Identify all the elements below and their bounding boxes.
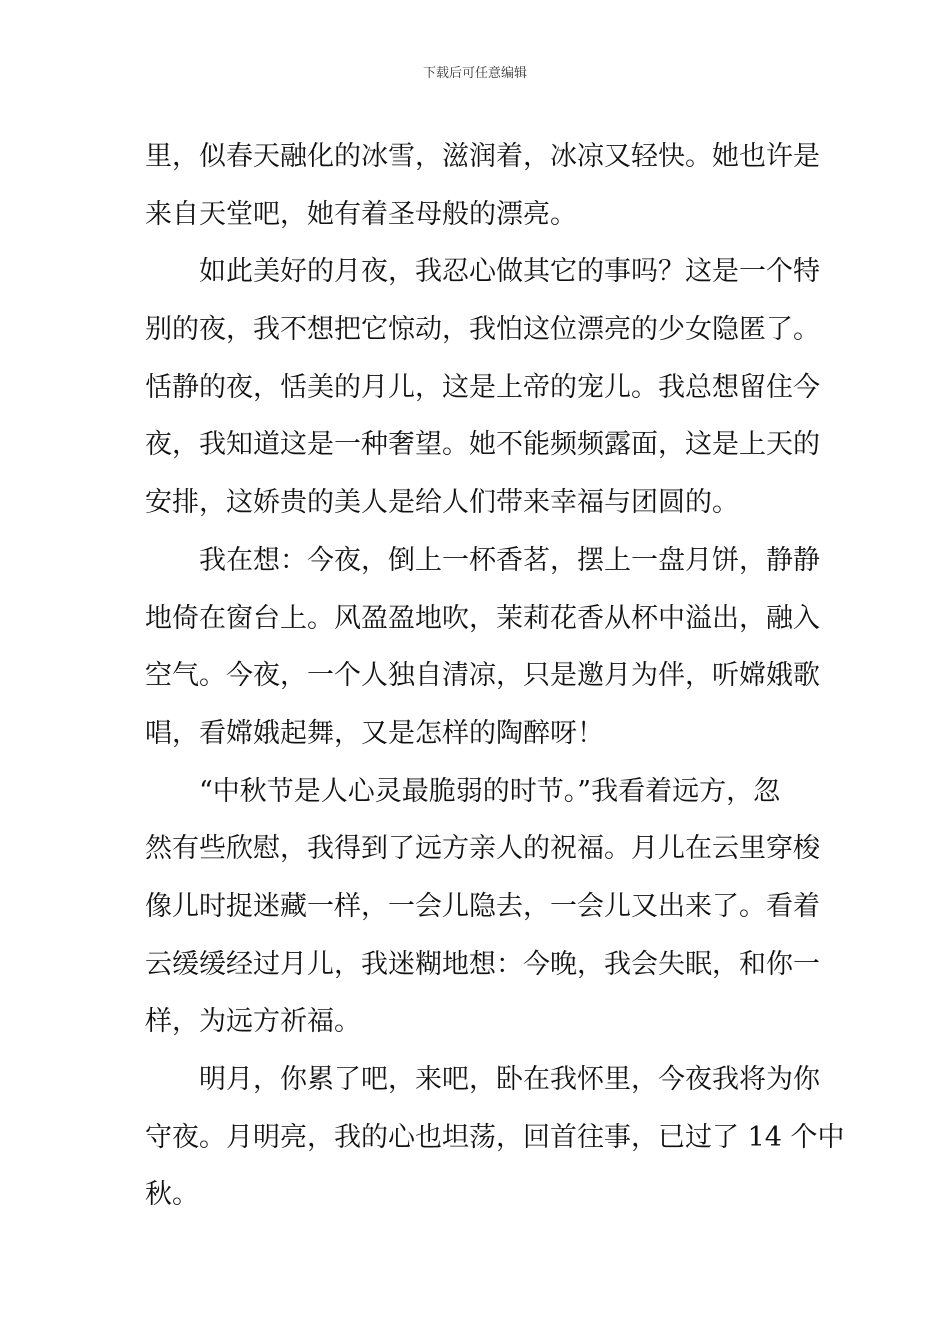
text-line: 守夜。月明亮，我的心也坦荡，回首往事，已过了 14 个中 bbox=[145, 1121, 845, 1153]
text-line: 里，似春天融化的冰雪，滋润着，冰凉又轻快。她也许是 bbox=[145, 141, 820, 172]
paragraph-4 bbox=[145, 763, 820, 1051]
text-line: 地倚在窗台上。风盈盈地吹，茉莉花香从杯中溢出，融入 bbox=[145, 602, 820, 634]
text-line: 明月，你累了吧，来吧，卧在我怀里，今夜我将为你 bbox=[199, 1064, 820, 1095]
text-line: 云缓缓经过月儿，我迷糊地想：今晚，我会失眠，和你一 bbox=[145, 948, 820, 980]
text-line: 夜，我知道这是一种奢望。她不能频频露面，这是上天的 bbox=[145, 429, 820, 461]
text-line: 如此美好的月夜，我忍心做其它的事吗？这是一个特 bbox=[199, 256, 820, 288]
text-line: “中秋节是人心灵最脆弱的时节。”我看着远方，忽 bbox=[199, 775, 781, 807]
text-line: 秋。 bbox=[145, 1179, 199, 1211]
text-line: 唱，看嫦娥起舞，又是怎样的陶醉呀！ bbox=[145, 717, 604, 749]
text-line: 我在想：今夜，倒上一杯香茗，摆上一盘月饼，静静 bbox=[199, 544, 820, 576]
document-body bbox=[145, 128, 845, 1224]
text-line: 安排，这娇贵的美人是给人们带来幸福与团圆的。 bbox=[145, 487, 739, 519]
paragraph-2 bbox=[145, 243, 820, 531]
text-line: 然有些欣慰，我得到了远方亲人的祝福。月儿在云里穿梭 bbox=[145, 833, 820, 865]
text-line: 别的夜，我不想把它惊动，我怕这位漂亮的少女隐匿了。 bbox=[145, 314, 820, 346]
text-line: 空气。今夜，一个人独自清凉，只是邀月为伴，听嫦娥歌 bbox=[145, 660, 820, 692]
text-line: 恬静的夜，恬美的月儿，这是上帝的宠儿。我总想留住今 bbox=[145, 371, 820, 403]
paragraph-5 bbox=[145, 1051, 845, 1224]
text-line: 样，为远方祈福。 bbox=[145, 1006, 361, 1038]
text-line: 像儿时捉迷藏一样，一会儿隐去，一会儿又出来了。看着 bbox=[145, 890, 820, 922]
page-header: 下载后可任意编辑 bbox=[422, 66, 527, 81]
text-line: 来自天堂吧，她有着圣母般的漂亮。 bbox=[145, 198, 577, 230]
paragraph-3 bbox=[145, 532, 820, 763]
paragraph-1 bbox=[145, 128, 820, 243]
